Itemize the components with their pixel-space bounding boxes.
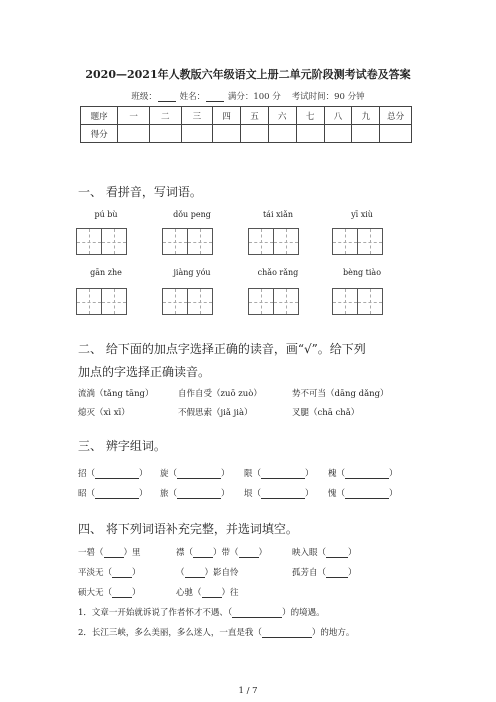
- score-input-cell[interactable]: [324, 125, 352, 143]
- section-4-heading: 四、 将下列词语补充完整，并选词填空。: [78, 522, 298, 536]
- answer-blank[interactable]: [326, 548, 348, 558]
- score-header-cell: 二: [149, 107, 181, 125]
- answer-blank[interactable]: [193, 548, 213, 558]
- pinyin-label: tái xiǎn: [262, 210, 294, 219]
- word-group-item: 招（ ）: [78, 469, 148, 479]
- grid-cell[interactable]: [332, 228, 358, 255]
- grid-cell[interactable]: [162, 228, 188, 255]
- pinyin-label: yī xiù: [351, 210, 373, 219]
- score-header-cell: 五: [241, 107, 269, 125]
- score-header-cell: 九: [352, 107, 380, 125]
- writing-grid[interactable]: [162, 228, 213, 255]
- pinyin-label: bèng tiào: [342, 268, 382, 277]
- answer-blank[interactable]: [112, 568, 132, 578]
- grid-cell[interactable]: [101, 288, 127, 315]
- class-blank: [158, 92, 176, 102]
- idiom-row-3a: 硕大无（ ）: [78, 588, 141, 598]
- section-2-heading-line2: 加点的字选择正确读音。: [78, 365, 211, 379]
- pinyin-label: chǎo rǎng: [257, 268, 299, 277]
- answer-blank[interactable]: [345, 469, 389, 479]
- question-1: 1．文章一开始就诉说了作者怀才不遇、（ ）的境遇。: [78, 608, 325, 618]
- name-label: 姓名：: [179, 92, 206, 102]
- reading-item: 叉腿（chā chǎ）: [292, 408, 360, 418]
- grid-cell[interactable]: [187, 288, 213, 315]
- answer-blank[interactable]: [177, 489, 221, 499]
- word-group-item: 昭（ ）: [78, 489, 148, 499]
- exam-info: [0, 90, 496, 102]
- answer-blank[interactable]: [177, 469, 221, 479]
- answer-blank[interactable]: [345, 489, 389, 499]
- reading-item: 不假思索（jiǎ jià）: [178, 408, 253, 418]
- grid-cell[interactable]: [248, 288, 274, 315]
- grid-cell[interactable]: [187, 228, 213, 255]
- full-score: 满分：100 分: [227, 92, 281, 102]
- score-input-cell[interactable]: [149, 125, 181, 143]
- score-table: [80, 106, 412, 143]
- score-header-cell: 总分: [380, 107, 412, 125]
- score-input-cell[interactable]: [352, 125, 380, 143]
- idiom-row-1b: 襟（ ）带（ ）: [176, 548, 268, 558]
- writing-grid[interactable]: [248, 288, 299, 315]
- answer-blank[interactable]: [95, 469, 139, 479]
- score-input-cell[interactable]: [213, 125, 241, 143]
- pinyin-label: jiàng yóu: [173, 268, 211, 277]
- grid-cell[interactable]: [357, 288, 383, 315]
- idiom-row-2a: 平淡无（ ）: [78, 568, 141, 578]
- score-header-cell: 七: [296, 107, 324, 125]
- answer-blank[interactable]: [185, 568, 205, 578]
- grid-cell[interactable]: [248, 228, 274, 255]
- grid-cell[interactable]: [357, 228, 383, 255]
- grid-cell[interactable]: [273, 288, 299, 315]
- reading-item: 自作自受（zuō zuò）: [178, 389, 262, 399]
- word-group-item: 旅（ ）: [160, 489, 230, 499]
- score-header-cell: 四: [213, 107, 241, 125]
- reading-item: 熄灭（xì xī）: [78, 408, 130, 418]
- section-1-heading: 一、 看拼音，写词语。: [78, 185, 202, 199]
- answer-blank[interactable]: [326, 568, 348, 578]
- score-header-cell: 六: [268, 107, 296, 125]
- score-input-cell[interactable]: [241, 125, 269, 143]
- grid-cell[interactable]: [162, 288, 188, 315]
- writing-grid[interactable]: [76, 288, 127, 315]
- exam-time: 考试时间：90 分钟: [291, 92, 365, 102]
- answer-blank[interactable]: [239, 548, 259, 558]
- score-row-label: 得分: [81, 125, 118, 143]
- reading-item: 流淌（tǎng tāng）: [78, 389, 154, 399]
- idiom-row-1c: 映入眼（ ）: [292, 548, 357, 558]
- answer-blank[interactable]: [262, 628, 312, 638]
- word-group-item: 愧（ ）: [328, 489, 398, 499]
- pinyin-label: gān zhe: [90, 268, 122, 277]
- word-group-item: 垠（ ）: [244, 489, 314, 499]
- section-3-heading: 三、 辨字组词。: [78, 439, 166, 453]
- grid-cell[interactable]: [76, 288, 102, 315]
- score-input-cell[interactable]: [380, 125, 412, 143]
- idiom-row-2c: 孤芳自（ ）: [292, 568, 357, 578]
- grid-cell[interactable]: [332, 288, 358, 315]
- writing-grid[interactable]: [332, 228, 383, 255]
- grid-cell[interactable]: [273, 228, 299, 255]
- writing-grid[interactable]: [162, 288, 213, 315]
- score-header-cell: 三: [181, 107, 213, 125]
- writing-grid[interactable]: [332, 288, 383, 315]
- score-header-cell: 一: [118, 107, 150, 125]
- word-group-item: 旋（ ）: [160, 469, 230, 479]
- answer-blank[interactable]: [261, 489, 305, 499]
- answer-blank[interactable]: [202, 588, 222, 598]
- word-group-item: 槐（ ）: [328, 469, 398, 479]
- pinyin-label: pú bù: [94, 210, 118, 219]
- page-number: 1 / 7: [238, 686, 258, 696]
- class-label: 班级：: [131, 92, 157, 102]
- section-2-heading-line1: 二、 给下面的加点字选择正确的读音，画“√”。给下列: [78, 342, 366, 356]
- pinyin-label: dǒu peng: [173, 210, 211, 219]
- answer-blank[interactable]: [112, 588, 132, 598]
- score-header-cell: 八: [324, 107, 352, 125]
- writing-grid[interactable]: [76, 228, 127, 255]
- answer-blank[interactable]: [261, 469, 305, 479]
- reading-item: 势不可当（dāng dǎng）: [292, 389, 389, 399]
- question-2: 2．长江三峡，多么美丽，多么迷人，一直是我（ ）的地方。: [78, 628, 355, 638]
- score-input-cell[interactable]: [268, 125, 296, 143]
- answer-blank[interactable]: [95, 489, 139, 499]
- word-group-item: 限（ ）: [244, 469, 314, 479]
- answer-blank[interactable]: [104, 548, 124, 558]
- page-title: 2020—2021年人教版六年级语文上册二单元阶段测考试卷及答案: [85, 68, 411, 81]
- grid-cell[interactable]: [76, 228, 102, 255]
- score-header-cell: 题序: [81, 107, 118, 125]
- score-input-cell[interactable]: [181, 125, 213, 143]
- idiom-row-3b: 心驰（ ）往: [176, 588, 239, 598]
- score-input-cell[interactable]: [118, 125, 150, 143]
- idiom-row-2b: （ ）影自怜: [176, 568, 239, 578]
- answer-blank[interactable]: [232, 608, 282, 618]
- idiom-row-1a: 一碧（ ）里: [78, 548, 141, 558]
- score-input-cell[interactable]: [296, 125, 324, 143]
- grid-cell[interactable]: [101, 228, 127, 255]
- name-blank: [206, 92, 224, 102]
- writing-grid[interactable]: [248, 228, 299, 255]
